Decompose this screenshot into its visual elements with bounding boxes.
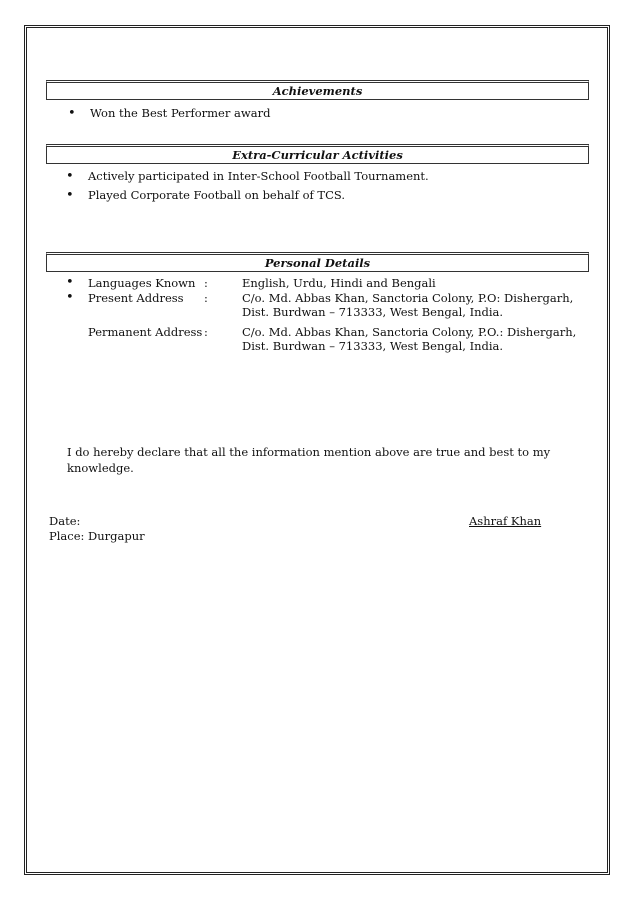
bullet-icon: • [66,275,74,290]
place-label: Place: Durgapur [49,529,145,543]
colon: : [204,324,208,339]
permanent-address-label: Permanent Address [88,324,203,339]
extra-curricular-title: Extra-Curricular Activities [232,148,403,162]
languages-value: English, Urdu, Hindi and Bengali [242,276,436,290]
languages-label: Languages Known [88,276,196,290]
present-address-label: Present Address [88,290,184,305]
colon: : [204,290,208,305]
achievements-list [68,104,270,123]
personal-details-header [46,252,589,272]
extra-curricular-header [46,144,589,164]
achievements-header [46,80,589,100]
personal-details-table [66,276,587,354]
achievements-title: Achievements [272,84,363,98]
list-item: • Actively participated in Inter-School Football Tournament. [66,167,429,186]
table-row [66,276,587,291]
list-item: • Played Corporate Football on behalf of TCS. [66,186,429,205]
extra-curricular-list [66,167,429,205]
date-label: Date: [49,514,81,528]
list-item: • Won the Best Performer award [68,104,270,123]
permanent-address-value: C/o. Md. Abbas Khan, Sanctoria Colony, P.O.: Dishergarh, Dist. Burdwan – 713333, West Bengal, India. [242,324,577,353]
bullet-icon: • [66,289,74,305]
colon: : [204,276,208,290]
table-row [66,291,587,320]
signature-name: Ashraf Khan [469,514,542,528]
present-address-value: C/o. Md. Abbas Khan, Sanctoria Colony, P.O: Dishergarh, Dist. Burdwan – 713333, West Bengal, India. [242,290,574,319]
declaration-text: I do hereby declare that all the information mention above are true and best to my knowledge. [67,445,551,475]
personal-details-title: Personal Details [264,256,371,270]
table-row [66,320,587,354]
